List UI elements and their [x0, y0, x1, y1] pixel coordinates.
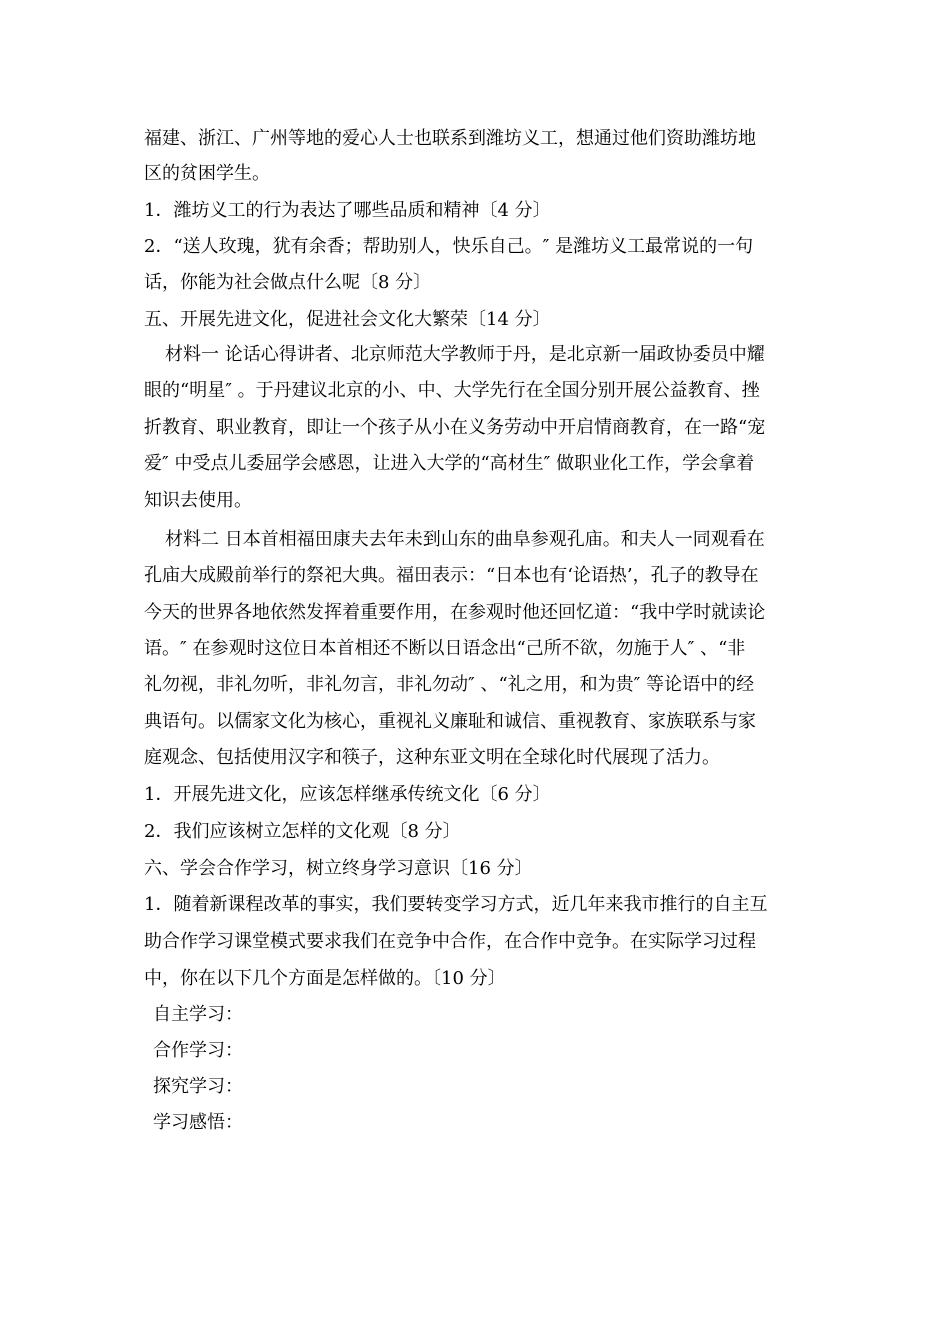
text-line: 典语句。以儒家文化为核心，重视礼义廉耻和诚信、重视教育、家族联系与家	[144, 711, 756, 732]
material-paragraph: 材料一 论话心得讲者、北京师范大学教师于丹，是北京新一届政协委员中耀	[165, 344, 765, 365]
answer-label: 自主学习：	[153, 1004, 243, 1025]
text-line: 礼勿视，非礼勿听，非礼勿言，非礼勿动″ 、“礼之用，和为贵″ 等论语中的经	[144, 674, 755, 695]
section-heading: 五、开展先进文化，促进社会文化大繁荣〔14 分〕	[144, 309, 551, 330]
text-line: 福建、浙江、广州等地的爱心人士也联系到潍坊义工，想通过他们资助潍坊地	[144, 128, 756, 149]
text-line: 区的贫困学生。	[144, 163, 270, 184]
text-line: 庭观念、包括使用汉字和筷子，这种东亚文明在全球化时代展现了活力。	[144, 747, 720, 768]
answer-label: 探究学习：	[153, 1076, 243, 1097]
answer-label: 学习感悟：	[153, 1112, 243, 1133]
section-heading: 六、学会合作学习，树立终身学习意识〔16 分〕	[144, 858, 533, 879]
text-line: 爱″ 中受点儿委屈学会感恩，让进入大学的“高材生″ 做职业化工作，学会拿着	[144, 453, 755, 474]
material-paragraph: 材料二 日本首相福田康夫去年未到山东的曲阜参观孔庙。和夫人一同观看在	[165, 529, 765, 550]
text-line: 眼的“明星″ 。于丹建议北京的小、中、大学先行在全国分别开展公益教育、挫	[144, 380, 760, 401]
text-line: 话，你能为社会做点什么呢〔8 分〕	[144, 272, 432, 293]
answer-label: 合作学习：	[153, 1040, 243, 1061]
question-line: 1．开展先进文化，应该怎样继承传统文化〔6 分〕	[144, 784, 551, 805]
text-line: 助合作学习课堂模式要求我们在竞争中合作，在合作中竞争。在实际学习过程	[144, 931, 756, 952]
text-line: 知识去使用。	[144, 490, 252, 511]
question-line: 1．随着新课程改革的事实，我们要转变学习方式，近几年来我市推行的自主互	[144, 894, 768, 915]
text-line: 中，你在以下几个方面是怎样做的。〔10 分〕	[144, 968, 506, 989]
text-line: 今天的世界各地依然发挥着重要作用，在参观时他还回忆道：“我中学时就读论	[144, 602, 766, 623]
question-line: 2．“送人玫瑰，犹有余香；帮助别人，快乐自己。″ 是潍坊义工最常说的一句	[144, 236, 754, 257]
text-line: 折教育、职业教育，即让一个孩子从小在义务劳动中开启情商教育，在一路“宠	[144, 417, 766, 438]
question-line: 1．潍坊义工的行为表达了哪些品质和精神〔4 分〕	[144, 200, 551, 221]
question-line: 2．我们应该树立怎样的文化观〔8 分〕	[144, 821, 461, 842]
text-line: 孔庙大成殿前举行的祭祀大典。福田表示：“日本也有‘论语热’，孔子的教导在	[144, 565, 759, 586]
text-line: 语。″ 在参观时这位日本首相还不断以日语念出“己所不欲，勿施于人″ 、“非	[144, 638, 746, 659]
